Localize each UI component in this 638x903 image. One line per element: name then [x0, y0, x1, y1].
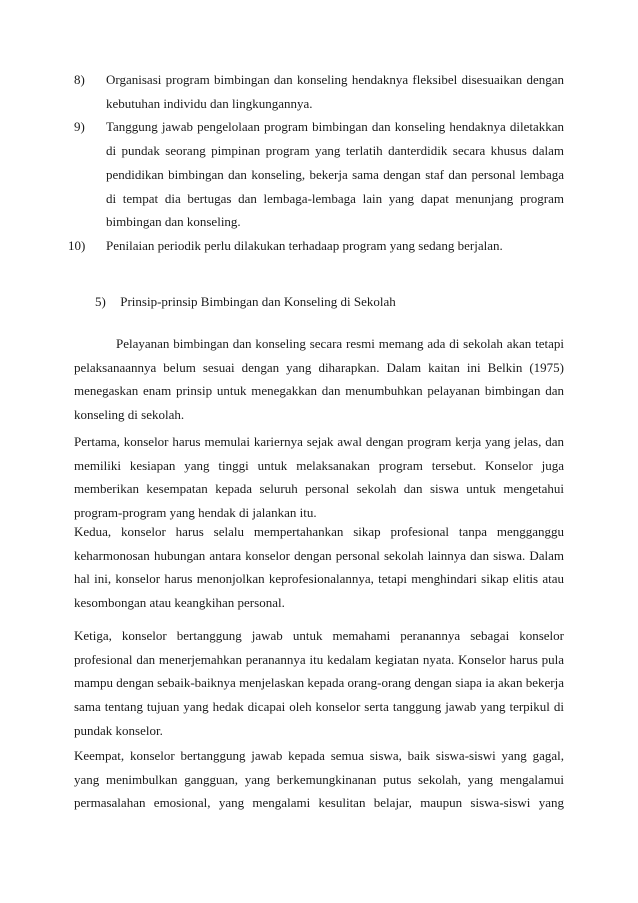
paragraph-intro [74, 332, 564, 427]
paragraph-text: Ketiga, konselor bertanggung jawab untuk memahami peranannya sebagai konselor profesional dan menerjemahkan peranannya itu kedalam kegiatan nyata. Konselor harus pula mampu dengan sebaik-baiknya menjelaskan kepada orang-orang dengan siapa ia akan bekerja sama tentang tujuan yang hedak dicapai oleh konselor serta tanggung jawab yang terpikul di pundak konselor. [74, 628, 564, 738]
list-item [74, 68, 564, 115]
paragraph-text: Pertama, konselor harus memulai kariernya sejak awal dengan program kerja yang jelas, dan memiliki kesiapan yang tinggi untuk melaksanakan program tersebut. Konselor juga memberikan kesempatan kepada seluruh personal sekolah dan siswa untuk mengetahui program-program yang hendak di jalankan itu. [74, 434, 564, 521]
paragraph-text: Pelayanan bimbingan dan konseling secara resmi memang ada di sekolah akan tetapi pelaksanaannya belum sesuai dengan yang diharapkan. Dalam kaitan ini Belkin (1975) menegaskan enam prinsip untuk menegakkan dan menumbuhkan pelayanan bimbingan dan konseling di sekolah. [74, 336, 564, 423]
paragraph-pertama [74, 430, 564, 525]
list-number: 8) [74, 72, 85, 87]
list-number: 10) [68, 237, 86, 253]
list-text: Tanggung jawab pengelolaan program bimbingan dan konseling hendaknya diletakkan di pundak seorang pimpinan program yang terlatih danterdidik secara khusus dalam pendidikan bimbingan dan konseling, bekerja sama dengan staf dan personal lembaga di tempat dia bertugas dan lembaga-lembaga lain yang dapat menunjang program bimbingan dan konseling. [106, 119, 564, 230]
list-number: 9) [74, 119, 85, 135]
paragraph-kedua [74, 520, 564, 615]
paragraph-keempat [74, 744, 564, 815]
section-heading [95, 294, 396, 310]
section-title: Prinsip-prinsip Bimbingan dan Konseling di Sekolah [120, 294, 396, 309]
numbered-list [68, 68, 564, 258]
list-text: Organisasi program bimbingan dan konseling hendaknya fleksibel disesuaikan dengan kebutuhan individu dan lingkungannya. [106, 72, 564, 111]
list-item [68, 234, 564, 258]
paragraph-ketiga [74, 624, 564, 743]
list-text: Penilaian periodik perlu dilakukan terhadaap program yang sedang berjalan. [106, 237, 503, 253]
paragraph-text: Kedua, konselor harus selalu mempertahankan sikap profesional tanpa mengganggu keharmonosan hubungan antara konselor dengan personal sekolah lainnya dan siswa. Dalam hal ini, konselor harus menonjolkan keprofesionalannya, tetapi menghindari sikap elitis atau kesombongan atau keangkihan personal. [74, 524, 564, 611]
section-number: 5) [95, 294, 106, 309]
list-item [74, 115, 564, 234]
paragraph-text: Keempat, konselor bertanggung jawab kepada semua siswa, baik siswa-siswi yang gagal, yang menimbulkan gangguan, yang berkemungkinanan putus sekolah, yang mengalamui permasalahan emosional, yang mengalami kesulitan belajar, maupun siswa-siswi yang [74, 748, 564, 811]
